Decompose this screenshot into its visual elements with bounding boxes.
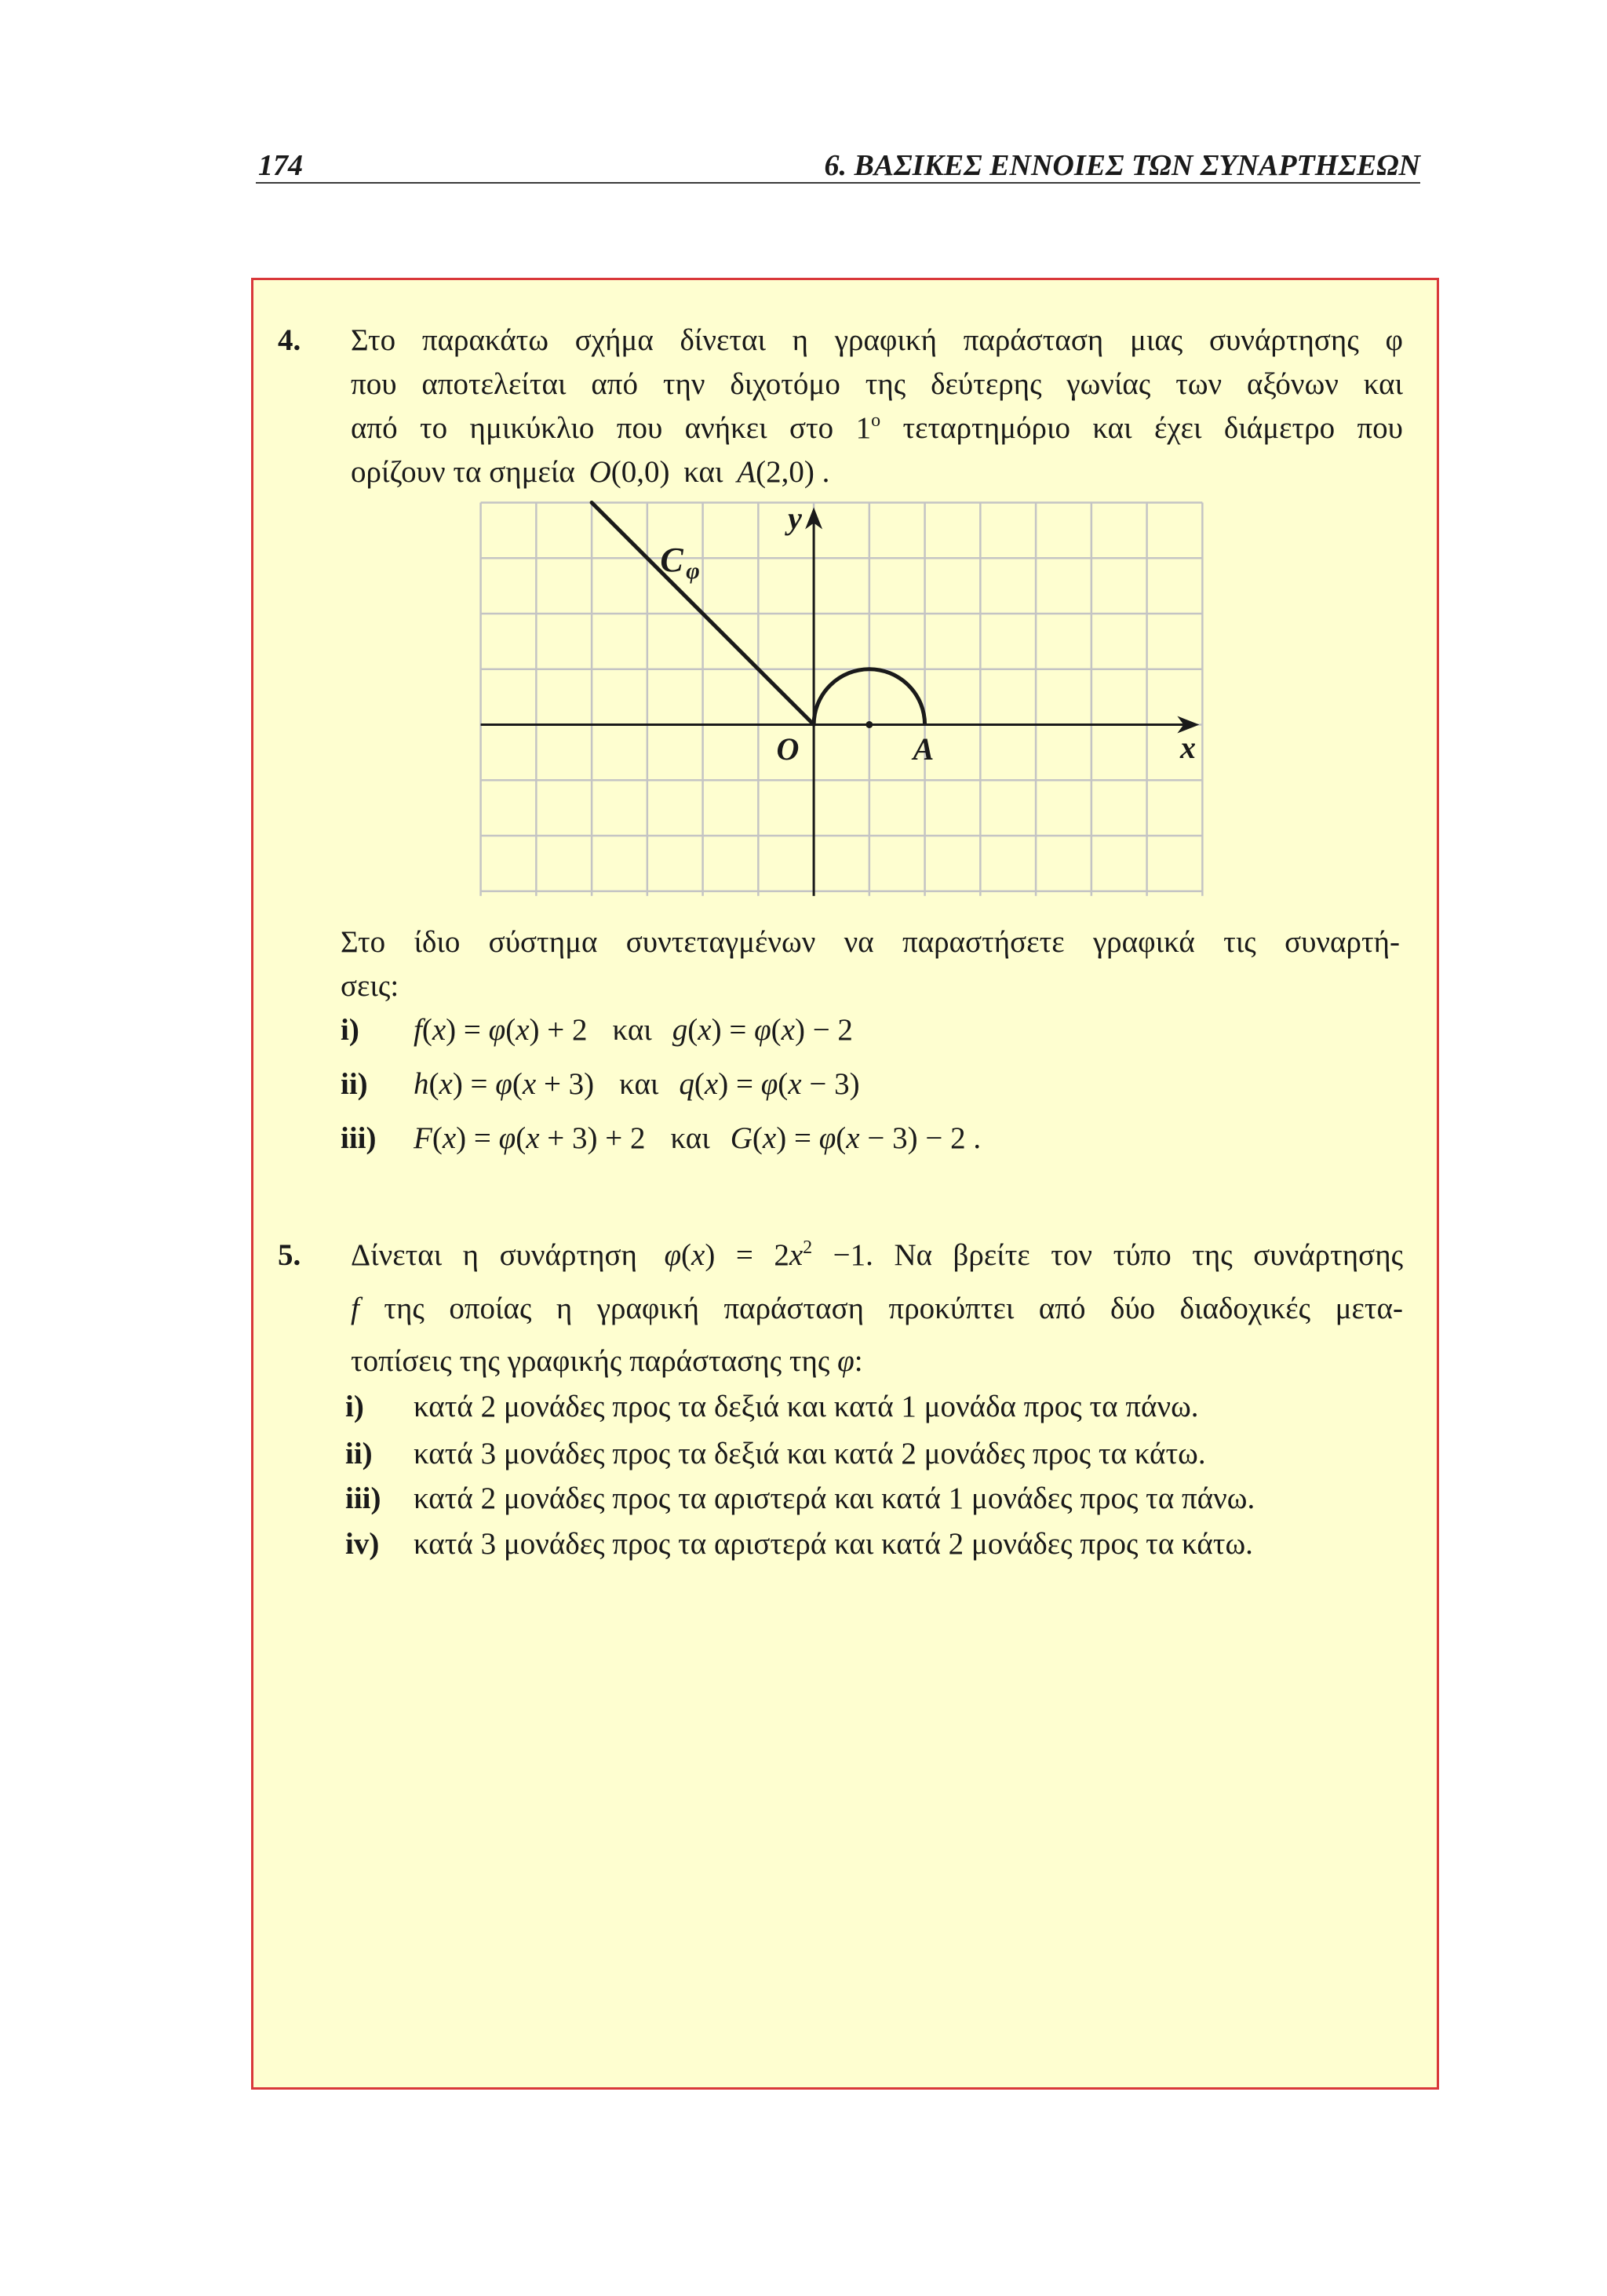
text-segment: Να βρείτε τον τύπο της συνάρτησης [894,1238,1404,1272]
math-variable: x [526,1121,540,1155]
math-variable: x [522,1067,537,1101]
chapter-title: 6. ΒΑΣΙΚΕΣ ΕΝΝΟΙΕΣ ΤΩΝ ΣΥΝΑΡΤΗΣΕΩΝ [824,149,1420,182]
period: . [822,455,830,489]
math-variable: φ [498,1121,516,1155]
math-variable: g [672,1013,688,1047]
point-o-coordinates: O(0,0) [589,455,670,489]
text-segment: τεταρτημόριο και έχει διάμετρο που [902,411,1403,445]
math-variable: x [781,1013,795,1047]
formula: G(x) = φ(x − 3) − 2 . [730,1121,982,1155]
item-label: iii) [341,1121,377,1155]
conjunction: και [612,1013,652,1047]
math-variable: x [432,1013,446,1047]
formula: −1. [833,1238,873,1272]
math-variable: O [589,455,611,489]
math-variable: x [789,1238,804,1272]
function-symbol [837,1344,855,1378]
text-segment: Δίνεται η συνάρτηση [351,1238,637,1272]
math-variable: F [414,1121,432,1155]
conjunction: και [619,1067,659,1101]
item-label: iii) [345,1481,381,1515]
exercise-number: 5. [278,1238,301,1272]
math-variable: x [442,1121,457,1155]
exercise-4-task-line-1: Στο ίδιο σύστημα συντεταγμένων να παραστήσετε γραφικά τις συναρτή- [341,925,1400,959]
ordinal-number: 1 [855,411,872,445]
math-variable: φ [760,1067,778,1101]
exercise-5-text-line-1 [351,1234,1403,1277]
math-variable: φ [488,1013,506,1047]
item-text: κατά 2 μονάδες προς τα δεξιά και κατά 1 μονάδα προς τα πάνω. [414,1390,1199,1423]
item-text: κατά 3 μονάδες προς τα αριστερά και κατά 2 μονάδες προς τα κάτω. [414,1527,1253,1561]
math-variable: G [730,1121,752,1155]
exercise-5-text-line-2 [351,1287,1403,1331]
item-label: ii) [345,1437,373,1471]
text-segment: τοπίσεις της γραφικής παράστασης της [351,1344,830,1378]
semicircle-center-dot [865,721,873,728]
formula: f(x) = φ(x) + 2 [414,1013,588,1047]
item-label: i) [345,1390,364,1423]
y-axis-label: y [788,501,802,536]
text-segment: της οποίας η γραφική παράσταση προκύπτει από δύο διαδοχικές μετα- [384,1292,1404,1325]
exercise-4-text-line-4 [351,450,1403,494]
formula: φ(x) = 2x [664,1238,804,1272]
math-variable: x [698,1013,712,1047]
curve-label: C [660,541,683,579]
math-variable: f [414,1013,422,1047]
exercise-4-text-line-1: Στο παρακάτω σχήμα δίνεται η γραφική παράσταση μιας συνάρτησης φ [351,323,1403,357]
exponent: 2 [803,1237,813,1258]
math-variable: x [762,1121,777,1155]
x-axis-label: x [1180,730,1196,765]
text-segment: από το ημικύκλιο που ανήκει στο [351,411,834,445]
conjunction: και [683,455,723,489]
origin-label: O [776,731,800,767]
header-rule [256,182,1420,184]
exercise-4-text-line-3 [351,406,1403,450]
math-variable: φ [495,1067,512,1101]
math-variable: h [414,1067,429,1101]
math-variable: x [439,1067,453,1101]
exercise-number: 4. [278,323,301,357]
math-variable: x [516,1013,530,1047]
ordinal-superscript: ο [871,410,881,431]
math-variable: x [704,1067,719,1101]
math-variable: q [679,1067,694,1101]
math-variable: φ [837,1344,855,1378]
exercise-4-task-line-2: σεις: [341,969,399,1003]
formula: q(x) = φ(x − 3) [679,1067,860,1101]
item-text: κατά 3 μονάδες προς τα δεξιά και κατά 2 μονάδες προς τα κάτω. [414,1437,1206,1471]
formula: F(x) = φ(x + 3) + 2 [414,1121,646,1155]
exercise-4-text-line-2: που αποτελείται από την διχοτόμο της δεύτερης γωνίας των αξόνων και [351,367,1403,401]
point-a-label: A [913,731,935,767]
item-formulas [414,1117,981,1161]
curve-label-subscript: φ [686,558,700,584]
math-variable: x [788,1067,802,1101]
math-variable: φ [664,1238,682,1272]
conjunction: και [670,1121,710,1155]
formula: h(x) = φ(x + 3) [414,1067,595,1101]
item-label: iv) [345,1527,380,1561]
colon: : [854,1344,863,1378]
item-label: i) [341,1013,359,1047]
math-variable: f [351,1292,359,1325]
exercise-5-text-line-3 [351,1339,1403,1383]
math-variable: x [691,1238,705,1272]
text-segment: ορίζουν τα σημεία [351,455,575,489]
item-formulas [414,1008,853,1052]
math-variable: x [846,1121,860,1155]
page-number: 174 [258,149,303,182]
item-label: ii) [341,1067,368,1101]
grid [481,503,1203,896]
function-graph [471,494,1212,902]
function-symbol [351,1292,359,1325]
math-variable: A [737,455,756,489]
item-text: κατά 2 μονάδες προς τα αριστερά και κατά 1 μονάδες προς τα πάνω. [414,1481,1255,1515]
math-variable: φ [754,1013,771,1047]
formula: g(x) = φ(x) − 2 [672,1013,853,1047]
item-formulas [414,1062,860,1106]
point-a-coordinates: A(2,0) [737,455,814,489]
math-variable: φ [818,1121,836,1155]
